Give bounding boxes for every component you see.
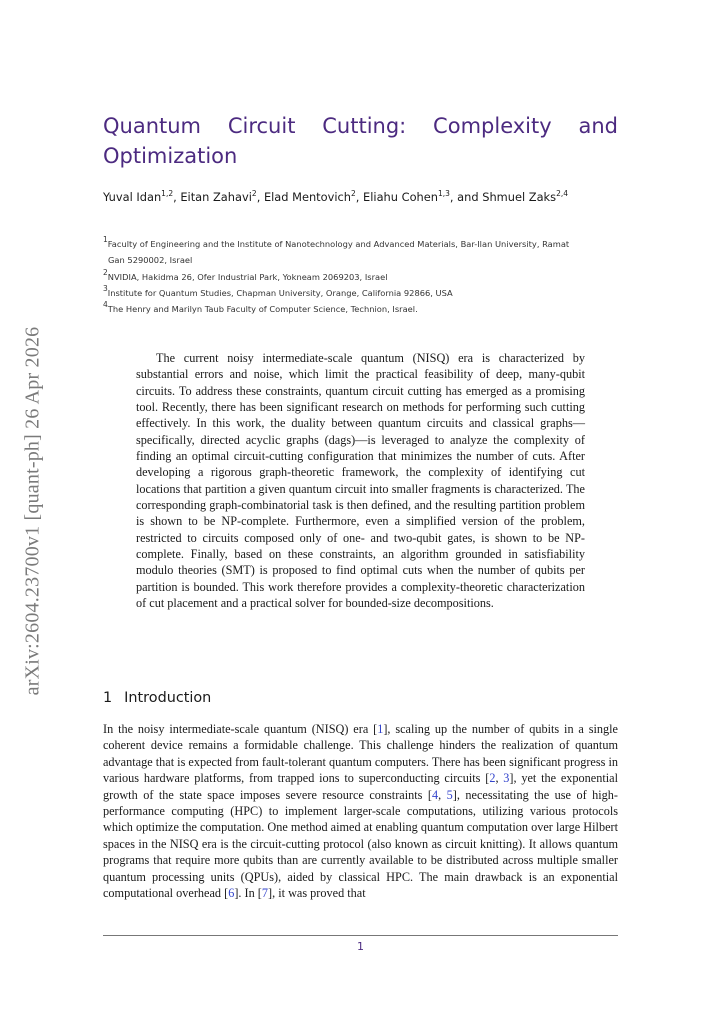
- author-affiliation-marker: 2: [251, 189, 257, 198]
- introduction-text: [103, 721, 618, 901]
- citation-link[interactable]: 7: [261, 886, 268, 901]
- citation-link[interactable]: 3: [503, 771, 510, 786]
- affiliation-list: [103, 236, 618, 317]
- section-title: Introduction: [124, 690, 212, 706]
- section-number: 1: [103, 690, 113, 706]
- body-text: ]. In [: [234, 886, 262, 901]
- body-text: ,: [438, 787, 447, 802]
- affiliation: [103, 269, 618, 285]
- author-affiliation-marker: 1,3: [437, 189, 450, 198]
- affiliation-marker: 4: [103, 300, 108, 310]
- author-name: Eliahu Cohen: [363, 190, 438, 204]
- abstract: The current noisy intermediate-scale quantum (NISQ) era is characterized by substantial errors and noise, which limit the practical feasibility of deep, many-qubit circuits. To address these constraints, quantum circuit cutting has emerged as a promising tool. Recently, there has been significant research on methods for performing such cutting effectively. In this work, the duality between quantum circuits and classical graphs—specifically, directed acyclic graphs (dags)—is leveraged to analyze the complexity of finding an optimal circuit-cutting configuration that minimizes the number of cuts. After developing a rigorous graph-theoretic framework, the complexity of identifying cut locations that partition a given quantum circuit into smaller fragments is characterized. The corresponding graph-combinatorial task is then defined, and the resulting partition problem is shown to be NP-complete. Furthermore, even a simplified version of the problem, restricted to circuits composed only of one- and two-qubit gates, is shown to be NP-complete. Finally, based on these constraints, an algorithm grounded in satisfiability modulo theories (SMT) is proposed to find optimal cuts when the number of qubits per partition is bounded. This work therefore provides a complexity-theoretic characterization of cut placement and a practical solver for bounded-size decompositions.: [136, 351, 585, 611]
- affiliation: [103, 285, 618, 301]
- footer-rule: [103, 935, 618, 936]
- author-name: Eitan Zahavi: [180, 190, 252, 204]
- citation-link[interactable]: 6: [228, 886, 235, 901]
- arxiv-identifier-stamp: [22, 288, 44, 733]
- affiliation-marker: 2: [103, 267, 108, 277]
- author-separator: , and: [449, 190, 483, 204]
- affiliation-marker: 3: [103, 283, 108, 293]
- author-separator: ,: [355, 190, 364, 204]
- affiliation-text: Faculty of Engineering and the Institute of Nanotechnology and Advanced Materials, Bar-Ilan University, Ramat: [107, 239, 570, 249]
- author-name: Shmuel Zaks: [482, 190, 557, 204]
- affiliation: [103, 301, 618, 317]
- author-affiliation-marker: 2: [351, 189, 356, 198]
- affiliation-text: NVIDIA, Hakidma 26, Ofer Industrial Park, Yokneam 2069203, Israel: [107, 271, 388, 282]
- citation-link[interactable]: 4: [431, 787, 439, 802]
- page-number: 1: [357, 940, 364, 953]
- body-text: ], scaling up the number of qubits in a single coherent device remains a formidable challenge. This challenge hinders the realization of quantum advantage that is expected from fault-tolerant quantum computers. There has been significant progress in various hardware platforms, from trapped ions to superconducting circuits [: [103, 722, 618, 786]
- arxiv-identifier-text: arXiv:2604.23700v1 [quant-ph] 26 Apr 2026: [21, 326, 44, 695]
- author-separator: ,: [173, 190, 181, 204]
- author-name: Elad Mentovich: [263, 190, 352, 204]
- section-heading: [103, 688, 211, 708]
- paper-title: Quantum Circuit Cutting: Complexity and Optimization: [103, 114, 618, 168]
- author-affiliation-marker: 1,2: [161, 189, 174, 198]
- body-text: ], yet the exponential growth of the state space imposes severe resource constraints [: [103, 771, 618, 802]
- body-text: ], necessitating the use of high-performance computing (HPC) to implement larger-scale computations, utilizing various protocols which optimize the computation. One method aimed at enabling quantum computation over large Hilbert spaces in the NISQ era is the circuit-cutting protocol (also known as circuit knitting). It allows quantum programs that require more qubits than are currently available to be distributed across multiple smaller quantum processing units (QPUs), aided by classical HPC. The main drawback is an exponential computational overhead [: [103, 787, 618, 901]
- body-text: ], it was proved that: [268, 886, 366, 901]
- author-name: Yuval Idan: [103, 190, 162, 204]
- affiliation: [103, 236, 618, 269]
- citation-link[interactable]: 1: [377, 722, 384, 736]
- body-text: In the noisy intermediate-scale quantum (NISQ) era [: [103, 722, 378, 736]
- affiliation-text-continued: Gan 5290002, Israel: [108, 255, 193, 266]
- affiliation-marker: 1: [103, 235, 108, 244]
- author-separator: ,: [256, 190, 264, 204]
- body-text: ,: [495, 771, 504, 786]
- author-list: [103, 189, 618, 205]
- author-affiliation-marker: 2,4: [556, 189, 569, 198]
- affiliation-text: Institute for Quantum Studies, Chapman University, Orange, California 92866, USA: [107, 287, 453, 298]
- citation-link[interactable]: 5: [446, 787, 453, 802]
- citation-link[interactable]: 2: [489, 771, 496, 786]
- affiliation-text: The Henry and Marilyn Taub Faculty of Computer Science, Technion, Israel.: [107, 304, 418, 315]
